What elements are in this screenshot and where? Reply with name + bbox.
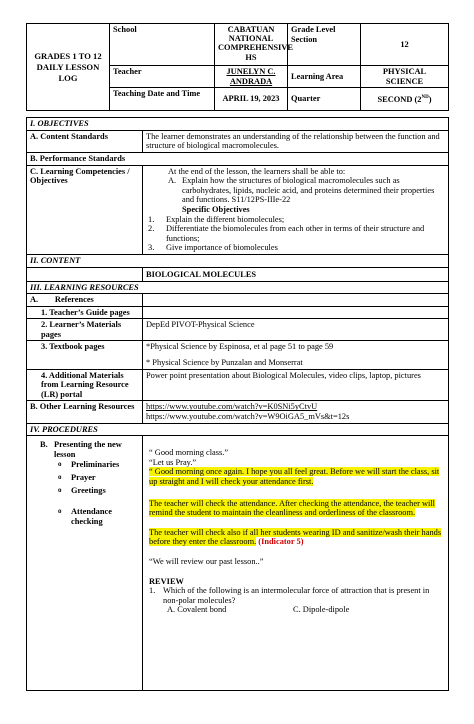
step-item: o Greetings xyxy=(58,485,106,495)
other-resources-cell xyxy=(143,401,449,423)
step-item: o Prayer xyxy=(58,473,96,482)
performance-standards-label: B. Performance Standards xyxy=(27,152,449,165)
list-item: 3. Give importance of biomolecules xyxy=(148,243,278,253)
teacher-value: JUNELYN C. ANDRADA xyxy=(215,66,288,88)
additional-materials-value: Power point presentation about Biological Molecules, video clips, laptop, pictures xyxy=(143,369,449,401)
grade-label: Grade Level Section xyxy=(288,24,361,66)
review-intro: “We will review our past lesson..” xyxy=(149,556,264,566)
list-item: 1. Explain the different biomolecules; xyxy=(148,214,285,224)
list-item: 2. Differentiate the biomolecules from each other in terms of their structure and functions; xyxy=(148,224,425,243)
grades-title: GRADES 1 TO 12 DAILY LESSON LOG xyxy=(27,24,110,111)
teachers-guide-label: 1. Teacher’s Guide pages xyxy=(27,306,143,319)
date-label: Teaching Date and Time xyxy=(110,88,215,111)
school-label: School xyxy=(110,24,215,66)
teacher-label: Teacher xyxy=(110,66,215,88)
daily-lesson-log xyxy=(26,23,448,691)
area-label: Learning Area xyxy=(288,66,361,88)
learners-materials-label: 2. Learner’s Materials pages xyxy=(27,319,143,341)
competency-cell xyxy=(143,165,449,254)
bullet-circle-icon: o xyxy=(58,507,62,516)
youtube-link-2[interactable]: https://www.youtube.com/watch?v=W9OiGA5_mVs&t=12s xyxy=(146,412,350,422)
header-table xyxy=(26,23,449,111)
procedures-heading: IV. PROCEDURES xyxy=(27,423,449,436)
bullet-circle-icon: o xyxy=(58,485,62,494)
references-label: A. References xyxy=(27,294,143,307)
review-q1-choices: A. Covalent bond C. Dipole-dipole xyxy=(167,605,350,615)
greeting-text: “ Good morning class.” xyxy=(149,448,229,458)
objectives-heading: I. OBJECTIVES xyxy=(27,118,449,131)
textbook-label: 3. Textbook pages xyxy=(27,341,143,369)
additional-materials-label: 4. Additional Materials from Learning Resource (LR) portal xyxy=(27,369,143,401)
school-value: CABATUAN NATIONAL COMPREHENSIVE HS xyxy=(215,24,288,66)
date-value: APRIL 19, 2023 xyxy=(215,88,288,111)
good-morning-text: “ Good morning once again. I hope you all feel great. Before we will start the class, sit up straight and I will check your attendance first. xyxy=(149,467,440,486)
textbook-cell xyxy=(143,341,449,369)
step-item: o Preliminaries xyxy=(58,460,120,470)
resources-heading: III. LEARNING RESOURCES xyxy=(27,281,449,294)
review-question-1: 1. Which of the following is an intermolecular force of attraction that is present in non-polar molecules? xyxy=(149,586,430,605)
quarter-label: Quarter xyxy=(288,88,361,111)
presenting-lesson-cell: B. Presenting the new lesson o Preliminaries o Prayer o Greetings o Attendance checking xyxy=(27,436,143,691)
competency-label: C. Learning Competencies / Objectives xyxy=(27,165,143,254)
review-title: REVIEW xyxy=(149,576,184,586)
textbook-1: *Physical Science by Espinosa, et al page 51 to page 59 xyxy=(146,342,334,352)
textbook-2: * Physical Science by Punzalan and Monserrat xyxy=(146,358,303,368)
other-resources-label: B. Other Learning Resources xyxy=(27,401,143,423)
lesson-body-table xyxy=(26,117,449,691)
indicator-label: (Indicator 5) xyxy=(258,537,304,547)
step-item: o Attendance checking xyxy=(58,507,112,526)
youtube-link-1[interactable]: https://www.youtube.com/watch?v=K0SNi5yCtvU xyxy=(146,402,318,412)
pray-text: “Let us Pray.” xyxy=(149,457,197,467)
id-note: The teacher will check also if all her students wearing ID and sanitize/wash their hands before they enter the classroom. xyxy=(149,527,442,547)
attendance-note: The teacher will check the attendance. After checking the attendance, the teacher will remind the student to maintain the cleanliness and orderliness of the classroom. xyxy=(149,498,435,518)
bullet-circle-icon: o xyxy=(58,473,62,481)
specific-objectives-title: Specific Objectives xyxy=(182,204,250,214)
presenting-lesson-label: Presenting the new lesson xyxy=(54,440,122,459)
competency-intro: At the end of the lesson, the learners shall be able to: xyxy=(168,166,346,176)
content-title: BIOLOGICAL MOLECULES xyxy=(143,267,449,281)
grade-value: 12 xyxy=(361,24,449,66)
presenting-lesson-content xyxy=(143,436,449,691)
specific-objectives-list xyxy=(146,215,445,253)
quarter-value: SECOND (2ND) xyxy=(361,88,449,111)
area-value: PHYSICAL SCIENCE xyxy=(361,66,449,88)
bullet-circle-icon: o xyxy=(58,460,62,469)
competency-a: A. Explain how the structures of biological macromolecules such as carbohydrates, lipids, nucleic acid, and proteins determined their properties and functions. S11/12PS-IIIe-22 xyxy=(168,176,435,205)
learners-materials-value: DepEd PIVOT-Physical Science xyxy=(143,319,449,341)
content-heading: II. CONTENT xyxy=(27,254,449,267)
content-standards-label: A. Content Standards xyxy=(27,130,143,152)
content-standards-text: The learner demonstrates an understanding of the relationship between the function and structure of biological macromolecules. xyxy=(143,130,449,152)
